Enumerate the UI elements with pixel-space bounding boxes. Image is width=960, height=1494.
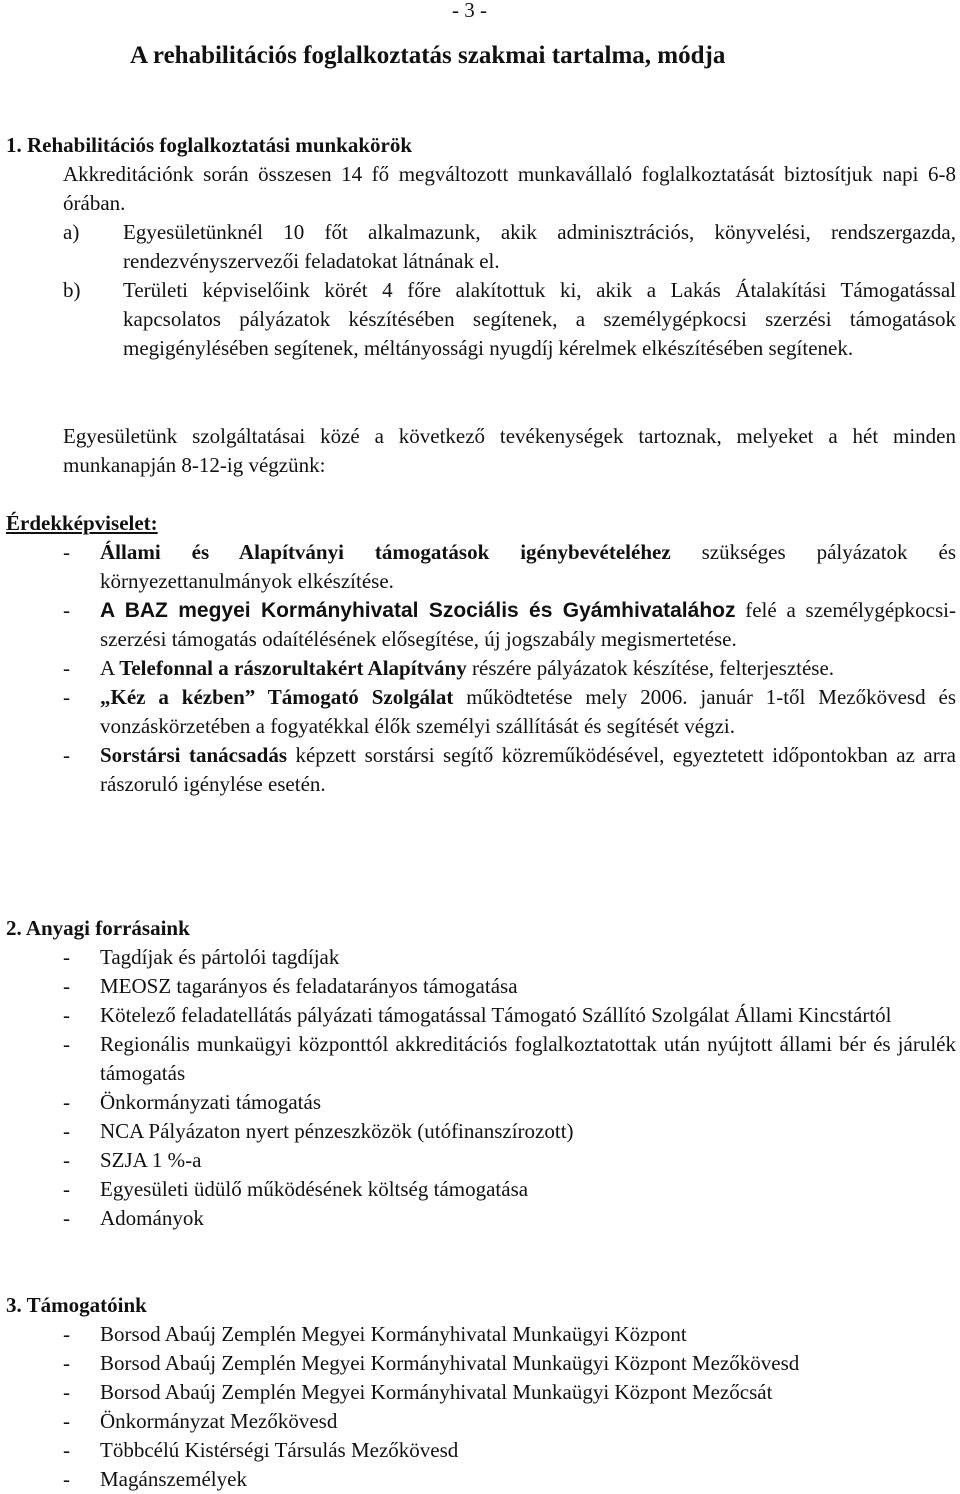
item-post: szükséges pályázatok és környezettanulmányok elkészítése. bbox=[100, 540, 956, 593]
item-bold: A BAZ megyei Kormányhivatal Szociális és Gyámhivatalához bbox=[100, 599, 736, 622]
list-item bbox=[63, 1001, 956, 1030]
dash-marker: - bbox=[63, 598, 70, 622]
dash-marker: - bbox=[63, 1322, 70, 1346]
list-item bbox=[63, 1349, 956, 1378]
section-2-list bbox=[63, 943, 956, 1233]
dash-marker: - bbox=[63, 1206, 70, 1230]
item-bold: „Kéz a kézben” Támogató Szolgálat bbox=[100, 685, 454, 709]
list-item-text: Önkormányzati támogatás bbox=[100, 1090, 322, 1114]
list-item bbox=[63, 943, 956, 972]
dash-marker: - bbox=[63, 1351, 70, 1375]
dash-marker: - bbox=[63, 1090, 70, 1114]
dash-marker: - bbox=[63, 1177, 70, 1201]
list-item-text: Kötelező feladatellátás pályázati támogatással Támogató Szállító Szolgálat Állami Kincstártól bbox=[100, 1003, 892, 1027]
services-heading-label: Érdekképviselet: bbox=[6, 511, 158, 535]
dash-marker: - bbox=[63, 1148, 70, 1172]
list-marker: b) bbox=[63, 278, 81, 302]
dash-marker: - bbox=[63, 743, 70, 767]
dash-marker: - bbox=[63, 1380, 70, 1404]
dash-marker: - bbox=[63, 1003, 70, 1027]
list-item bbox=[63, 1204, 956, 1233]
list-item-text: Borsod Abaúj Zemplén Megyei Kormányhivatal Munkaügyi Központ bbox=[100, 1322, 687, 1346]
services-intro: Egyesületünk szolgáltatásai közé a következő tevékenységek tartoznak, melyeket a hét minden munkanapján 8-12-ig végzünk: bbox=[63, 424, 956, 477]
item-pre: A bbox=[100, 656, 120, 680]
dash-marker: - bbox=[63, 656, 70, 680]
list-item-text: Regionális munkaügyi központtól akkreditációs foglalkoztatottak után nyújtott állami bér és járulék támogatás bbox=[100, 1032, 956, 1085]
section-1-intro: Akkreditációnk során összesen 14 fő megváltozott munkavállaló foglalkoztatását biztosítjuk napi 6-8 órában. bbox=[63, 162, 956, 215]
item-post: felé a személygépkocsi-szerzési támogatás odaítélésének elősegítése, új jogszabály megismertetése. bbox=[100, 598, 956, 651]
item-post: képzett sorstársi segítő közreműködésével, egyeztetett időpontokban az arra rászoruló igénylése esetén. bbox=[100, 743, 956, 796]
list-marker: a) bbox=[63, 220, 80, 244]
list-item-text: Tagdíjak és pártolói tagdíjak bbox=[100, 945, 340, 969]
item-bold: Sorstársi tanácsadás bbox=[100, 743, 287, 767]
section-1 bbox=[6, 131, 956, 160]
list-item bbox=[63, 1465, 956, 1494]
list-item bbox=[63, 1407, 956, 1436]
list-item-text: Borsod Abaúj Zemplén Megyei Kormányhivatal Munkaügyi Központ Mezőkövesd bbox=[100, 1351, 800, 1375]
dash-marker: - bbox=[63, 1438, 70, 1462]
item-bold: Telefonnal a rászorultakért Alapítvány bbox=[119, 656, 467, 680]
list-item-text: Egyesületi üdülő működésének költség támogatása bbox=[100, 1177, 529, 1201]
list-item bbox=[63, 1088, 956, 1117]
list-item bbox=[63, 1146, 956, 1175]
list-item-text: SZJA 1 %-a bbox=[100, 1148, 202, 1172]
list-item-text: Többcélú Kistérségi Társulás Mezőkövesd bbox=[100, 1438, 459, 1462]
dash-marker: - bbox=[63, 540, 70, 564]
item-post: működtetése mely 2006. január 1-től Mezőkövesd és vonzáskörzetében a fogyatékkal élők személyi szállítását és segítését végzi. bbox=[100, 685, 956, 738]
dash-marker: - bbox=[63, 1032, 70, 1056]
list-item bbox=[63, 741, 956, 799]
list-item-text: NCA Pályázaton nyert pénzeszközök (utófinanszírozott) bbox=[100, 1119, 574, 1143]
list-item bbox=[63, 654, 956, 683]
list-item-text: MEOSZ tagarányos és feladatarányos támogatása bbox=[100, 974, 518, 998]
list-item bbox=[63, 596, 956, 654]
dash-marker: - bbox=[63, 1409, 70, 1433]
item-post: részére pályázatok készítése, felterjesztése. bbox=[466, 656, 835, 680]
dash-marker: - bbox=[63, 685, 70, 709]
list-item bbox=[63, 1320, 956, 1349]
list-item bbox=[63, 972, 956, 1001]
list-item bbox=[63, 538, 956, 596]
dash-marker: - bbox=[63, 1467, 70, 1491]
section-1-heading: 1. Rehabilitációs foglalkoztatási munkakörök bbox=[6, 133, 413, 157]
list-item bbox=[63, 218, 956, 276]
section-3-list bbox=[63, 1320, 956, 1494]
page-title: A rehabilitációs foglalkoztatás szakmai tartalma, módja bbox=[130, 42, 726, 69]
dash-marker: - bbox=[63, 945, 70, 969]
list-item bbox=[63, 1117, 956, 1146]
section-1-list bbox=[63, 218, 956, 363]
list-item-text: Önkormányzat Mezőkövesd bbox=[100, 1409, 338, 1433]
list-item-text: Magánszemélyek bbox=[100, 1467, 247, 1491]
page-number: - 3 - bbox=[452, 0, 487, 22]
list-item bbox=[63, 276, 956, 363]
list-item bbox=[63, 1175, 956, 1204]
dash-marker: - bbox=[63, 1119, 70, 1143]
list-item bbox=[63, 1436, 956, 1465]
services-heading bbox=[6, 509, 158, 538]
list-item bbox=[63, 683, 956, 741]
services-list bbox=[63, 538, 956, 799]
dash-marker: - bbox=[63, 974, 70, 998]
item-bold: Állami és Alapítványi támogatások igénybevételéhez bbox=[100, 540, 671, 564]
list-item bbox=[63, 1030, 956, 1088]
section-2-heading: 2. Anyagi forrásaink bbox=[6, 916, 190, 940]
list-item-text: Egyesületünknél 10 főt alkalmazunk, akik adminisztrációs, könyvelési, rendszergazda, rendezvényszervezői feladatokat látnának el. bbox=[123, 220, 956, 273]
section-3-heading: 3. Támogatóink bbox=[6, 1293, 147, 1317]
list-item bbox=[63, 1378, 956, 1407]
list-item-text: Borsod Abaúj Zemplén Megyei Kormányhivatal Munkaügyi Központ Mezőcsát bbox=[100, 1380, 773, 1404]
list-item-text: Területi képviselőink körét 4 főre alakítottuk ki, akik a Lakás Átalakítási Támogatással kapcsolatos pályázatok készítésében segítenek, a személygépkocsi szerzési támogatások megigénylésében segítenek, méltányossági nyugdíj kérelmek elkészítésében segítenek. bbox=[123, 278, 956, 360]
list-item-text: Adományok bbox=[100, 1206, 204, 1230]
